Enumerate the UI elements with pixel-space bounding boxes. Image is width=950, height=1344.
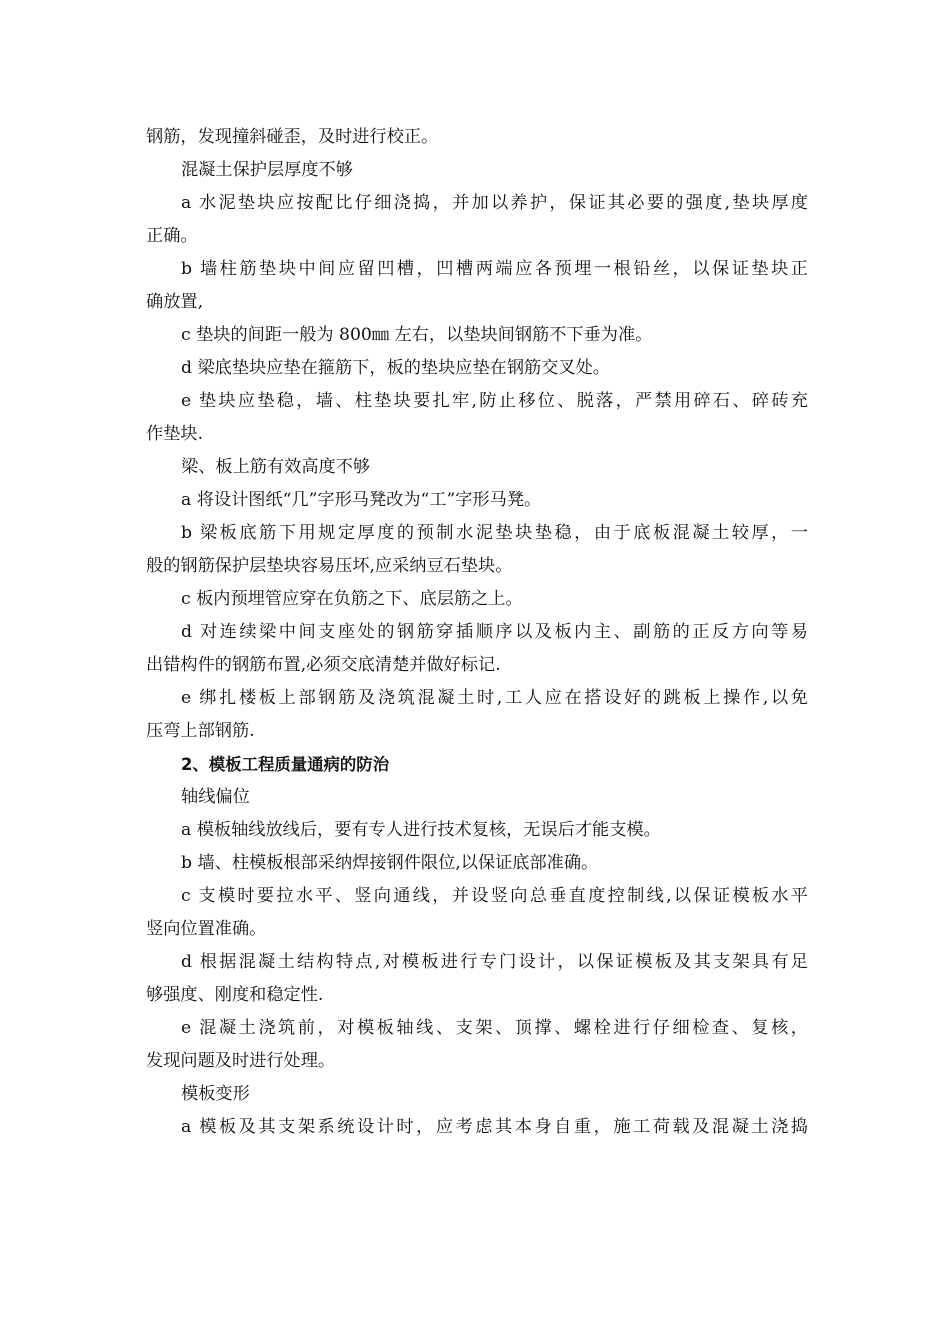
paragraph-line: 作垫块.: [146, 424, 204, 444]
paragraph-line: 出错构件的钢筋布置,必须交底清楚并做好标记.: [146, 655, 501, 675]
paragraph-line: a 水泥垫块应按配比仔细浇捣，并加以养护，保证其必要的强度,垫块厚度: [181, 193, 808, 213]
paragraph-line: 确放置,: [146, 292, 204, 312]
paragraph-line: e 垫块应垫稳，墙、柱垫块要扎牢,防止移位、脱落，严禁用碎石、碎砖充: [181, 391, 808, 411]
paragraph-line: 竖向位置准确。: [146, 919, 267, 939]
paragraph-line: c 垫块的间距一般为 800㎜ 左右，以垫块间钢筋不下垂为准。: [181, 325, 653, 345]
document-page: [146, 121, 808, 1144]
paragraph-line: c 支模时要拉水平、竖向通线，并设竖向总垂直度控制线,以保证模板水平: [181, 886, 808, 906]
paragraph-line: 发现问题及时进行处理。: [146, 1051, 336, 1071]
paragraph-line: 正确。: [146, 226, 198, 246]
paragraph-line: c 板内预埋管应穿在负筋之下、底层筋之上。: [181, 589, 523, 609]
paragraph-line: 梁、板上筋有效高度不够: [181, 457, 371, 477]
paragraph-line: a 将设计图纸“几”字形马凳改为“工”字形马凳。: [181, 490, 542, 510]
paragraph-line: a 模板轴线放线后，要有专人进行技术复核，无误后才能支模。: [181, 820, 661, 840]
paragraph-line: a 模板及其支架系统设计时，应考虑其本身自重，施工荷载及混凝土浇捣: [181, 1117, 808, 1137]
paragraph-line: 般的钢筋保护层垫块容易压坏,应采纳豆石垫块。: [146, 556, 513, 576]
paragraph-line: 钢筋，发现撞斜碰歪，及时进行校正。: [146, 127, 439, 147]
paragraph-line: b 墙、柱模板根部采纳焊接钢件限位,以保证底部准确。: [181, 853, 599, 873]
paragraph-line: e 绑扎楼板上部钢筋及浇筑混凝土时,工人应在搭设好的跳板上操作,以免: [181, 688, 808, 708]
paragraph-line: d 根据混凝土结构特点,对模板进行专门设计，以保证模板及其支架具有足: [181, 952, 808, 972]
paragraph-line: 轴线偏位: [181, 787, 250, 807]
paragraph-line: 压弯上部钢筋.: [146, 721, 255, 741]
paragraph-line: 模板变形: [181, 1084, 250, 1104]
section-heading: 2、模板工程质量通病的防治: [181, 755, 390, 774]
paragraph-line: e 混凝土浇筑前，对模板轴线、支架、顶撑、螺栓进行仔细检查、复核，: [181, 1018, 808, 1038]
paragraph-line: 混凝土保护层厚度不够: [181, 160, 353, 180]
paragraph-line: 够强度、刚度和稳定性.: [146, 985, 324, 1005]
paragraph-line: b 梁板底筋下用规定厚度的预制水泥垫块垫稳，由于底板混凝土较厚，一: [181, 523, 808, 543]
paragraph-line: d 梁底垫块应垫在箍筋下，板的垫块应垫在钢筋交叉处。: [181, 358, 610, 378]
paragraph-line: d 对连续梁中间支座处的钢筋穿插顺序以及板内主、副筋的正反方向等易: [181, 622, 808, 642]
paragraph-line: b 墙柱筋垫块中间应留凹槽，凹槽两端应各预埋一根铅丝，以保证垫块正: [181, 259, 808, 279]
